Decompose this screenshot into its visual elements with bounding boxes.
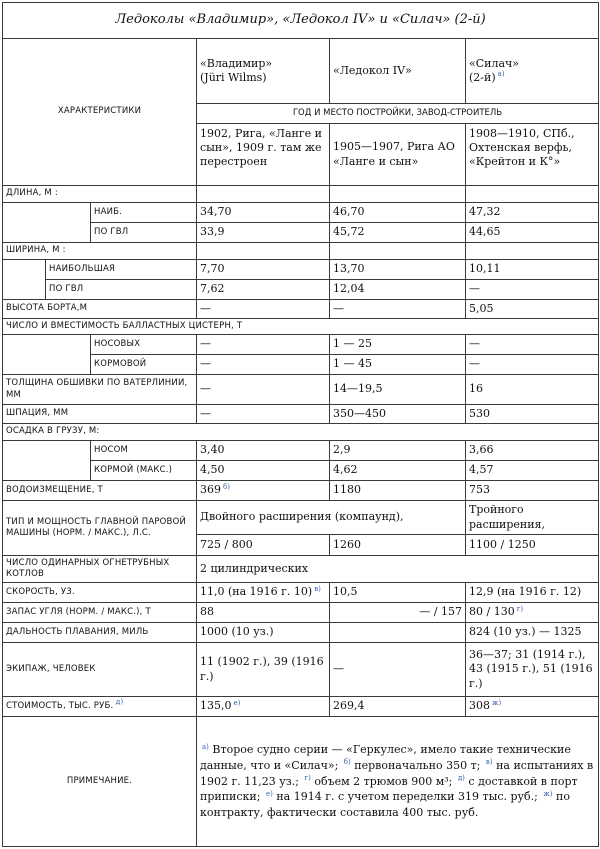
notes-label: ПРИМЕЧАНИЕ. — [3, 717, 197, 847]
beam-wl-silach: — — [466, 280, 599, 300]
beam-wl-vladimir: 7,62 — [197, 280, 330, 300]
ballast-stern-silach: — — [466, 355, 599, 375]
engine-type-row — [3, 501, 599, 535]
engine-type-b: Тройного расширения, — [466, 501, 599, 535]
characteristics-header: ХАРАКТЕРИСТИКИ — [3, 39, 197, 186]
plating-row — [3, 375, 599, 405]
length-max-vladimir: 34,70 — [197, 203, 330, 223]
draft-bow-ledokol-iv: 2,9 — [330, 441, 466, 461]
frame-label: ШПАЦИЯ, ММ — [3, 405, 197, 424]
ballast-bow-vladimir: — — [197, 335, 330, 355]
ballast-bow-ledokol-iv: 1 — 25 — [330, 335, 466, 355]
length-wl-ledokol-iv: 45,72 — [330, 223, 466, 243]
displacement-vladimir: 369 $^{б)}$ — [197, 481, 330, 501]
draft-row — [3, 424, 599, 441]
beam-max-ledokol-iv: 13,70 — [330, 260, 466, 280]
ballast-label: ЧИСЛО И ВМЕСТИМОСТЬ БАЛЛАСТНЫХ ЦИСТЕРН, Т — [3, 319, 599, 335]
length-wl-row — [3, 223, 599, 243]
speed-ledokol-iv: 10,5 — [330, 583, 466, 603]
footnote-marker-g: г) — [516, 604, 524, 613]
ship-name-silach: «Силач» (2-й) $^{а)}$ — [466, 39, 599, 104]
displacement-silach: 753 — [466, 481, 599, 501]
boilers-value: 2 цилиндрических — [197, 556, 599, 583]
crew-ledokol-iv: — — [330, 643, 466, 697]
note-a: Второе судно серии — «Геркулес», имело такие технические данные, что и «Силач»; — [200, 743, 571, 773]
footnote-marker-a: а) — [497, 70, 505, 79]
engine-power-silach: 1100 / 1250 — [466, 535, 599, 556]
length-wl-vladimir: 33,9 — [197, 223, 330, 243]
beam-max-label: НАИБОЛЬШАЯ — [46, 260, 197, 280]
built-vladimir: 1902, Рига, «Ланге и сын», 1909 г. там же перестроен — [197, 124, 330, 186]
depth-ledokol-iv: — — [330, 300, 466, 319]
ballast-bow-label: НОСОВЫХ — [91, 335, 197, 355]
length-max-ledokol-iv: 46,70 — [330, 203, 466, 223]
beam-label: ШИРИНА, М : — [3, 243, 197, 260]
beam-wl-ledokol-iv: 12,04 — [330, 280, 466, 300]
displacement-ledokol-iv: 1180 — [330, 481, 466, 501]
ship-name-vladimir: «Владимир» (Jüri Wilms) — [197, 39, 330, 104]
note-e: на 1914 г. с учетом переделки 319 тыс. руб.; — [276, 790, 538, 804]
engine-label: ТИП И МОЩНОСТЬ ГЛАВНОЙ ПАРОВОЙ МАШИНЫ (НОРМ. / МАКС.), Л.С. — [3, 501, 197, 556]
coal-ledokol-iv: — / 157 — [330, 603, 466, 623]
length-wl-label: ПО ГВЛ — [91, 223, 197, 243]
depth-vladimir: — — [197, 300, 330, 319]
displacement-label: ВОДОИЗМЕЩЕНИЕ, Т — [3, 481, 197, 501]
frame-ledokol-iv: 350—450 — [330, 405, 466, 424]
note-d: с доставкой в порт приписки; — [200, 774, 578, 804]
draft-bow-silach: 3,66 — [466, 441, 599, 461]
footnote-marker-b: б) — [223, 482, 230, 491]
speed-label: СКОРОСТЬ, УЗ. — [3, 583, 197, 603]
beam-wl-row — [3, 280, 599, 300]
built-label: ГОД И МЕСТО ПОСТРОЙКИ, ЗАВОД-СТРОИТЕЛЬ — [197, 104, 599, 124]
depth-label: ВЫСОТА БОРТА,М — [3, 300, 197, 319]
ballast-stern-label: КОРМОВОЙ — [91, 355, 197, 375]
table-title: Ледоколы «Владимир», «Ледокол IV» и «Силач» (2-й) — [3, 3, 599, 39]
draft-stern-vladimir: 4,50 — [197, 461, 330, 481]
engine-type-a: Двойного расширения (компаунд), — [197, 501, 466, 535]
notes-text: $^{а)}$ Второе судно серии — «Геркулес», имело такие технические данные, что и «Силач»; $^{б)}$ первоначально 350 т; $^{в)}$ на испытаниях в 1902 г. 11,23 уз.; $^{г)}$ объем 2 трюмов 900 м³; $^{д)}$ с доставкой в порт приписки; $^{е)}$ на 1914 г. с учетом переделки 319 тыс. руб.; $^{ж)}$ по контракту, фактически составила 400 тыс. руб. — [197, 717, 599, 847]
ballast-row — [3, 319, 599, 335]
range-ledokol-iv — [330, 623, 466, 643]
plating-label: ТОЛЩИНА ОБШИВКИ ПО ВАТЕРЛИНИИ, ММ — [3, 375, 197, 405]
length-row — [3, 186, 599, 203]
coal-label: ЗАПАС УГЛЯ (НОРМ. / МАКС.), Т — [3, 603, 197, 623]
depth-row — [3, 300, 599, 319]
draft-bow-row — [3, 441, 599, 461]
footnote-marker-e: е) — [233, 698, 241, 707]
length-label: ДЛИНА, М : — [3, 186, 197, 203]
built-silach: 1908—1910, СПб., Охтенская верфь, «Крейтон и К°» — [466, 124, 599, 186]
coal-row — [3, 603, 599, 623]
ballast-bow-row — [3, 335, 599, 355]
notes-row — [3, 717, 599, 847]
plating-vladimir: — — [197, 375, 330, 405]
range-silach: 824 (10 уз.) — 1325 — [466, 623, 599, 643]
crew-label: ЭКИПАЖ, ЧЕЛОВЕК — [3, 643, 197, 697]
footnote-marker-v: в) — [314, 584, 321, 593]
plating-silach: 16 — [466, 375, 599, 405]
note-g: объем 2 трюмов 900 м³; — [314, 774, 453, 788]
footnote-marker-zh: ж) — [492, 698, 502, 707]
range-row — [3, 623, 599, 643]
depth-silach: 5,05 — [466, 300, 599, 319]
range-label: ДАЛЬНОСТЬ ПЛАВАНИЯ, МИЛЬ — [3, 623, 197, 643]
crew-silach: 36—37; 31 (1914 г.), 43 (1915 г.), 51 (1916 г.) — [466, 643, 599, 697]
length-max-row — [3, 203, 599, 223]
frame-row — [3, 405, 599, 424]
note-b: первоначально 350 т; — [354, 759, 481, 773]
boilers-label: ЧИСЛО ОДИНАРНЫХ ОГНЕТРУБНЫХ КОТЛОВ — [3, 556, 197, 583]
note-v: на испытаниях в 1902 г. 11,23 уз.; — [200, 759, 594, 788]
footnote-marker-d-label: д) — [115, 698, 124, 707]
draft-stern-ledokol-iv: 4,62 — [330, 461, 466, 481]
specifications-table — [2, 2, 599, 847]
note-zh: по контракту, фактически составила 400 тыс. руб. — [200, 790, 570, 819]
draft-label: ОСАДКА В ГРУЗУ, М: — [3, 424, 599, 441]
plating-ledokol-iv: 14—19,5 — [330, 375, 466, 405]
beam-row — [3, 243, 599, 260]
draft-stern-silach: 4,57 — [466, 461, 599, 481]
draft-stern-label: КОРМОЙ (МАКС.) — [91, 461, 197, 481]
ship-names-row — [3, 39, 599, 104]
ballast-stern-vladimir: — — [197, 355, 330, 375]
beam-wl-label: ПО ГВЛ — [46, 280, 197, 300]
crew-row — [3, 643, 599, 697]
ship-name-ledokol-iv: «Ледокол IV» — [330, 39, 466, 104]
speed-row — [3, 583, 599, 603]
engine-power-vladimir: 725 / 800 — [197, 535, 330, 556]
beam-max-row — [3, 260, 599, 280]
cost-silach: 308 $^{ж)}$ — [466, 697, 599, 717]
beam-max-silach: 10,11 — [466, 260, 599, 280]
length-wl-silach: 44,65 — [466, 223, 599, 243]
cost-ledokol-iv: 269,4 — [330, 697, 466, 717]
frame-vladimir: — — [197, 405, 330, 424]
speed-vladimir: 11,0 (на 1916 г. 10) $^{в)}$ — [197, 583, 330, 603]
length-max-label: НАИБ. — [91, 203, 197, 223]
boilers-row — [3, 556, 599, 583]
frame-silach: 530 — [466, 405, 599, 424]
draft-stern-row — [3, 461, 599, 481]
ballast-bow-silach: — — [466, 335, 599, 355]
speed-silach: 12,9 (на 1916 г. 12) — [466, 583, 599, 603]
ballast-stern-ledokol-iv: 1 — 45 — [330, 355, 466, 375]
ballast-stern-row — [3, 355, 599, 375]
coal-vladimir: 88 — [197, 603, 330, 623]
cost-vladimir: 135,0 $^{е)}$ — [197, 697, 330, 717]
beam-max-vladimir: 7,70 — [197, 260, 330, 280]
range-vladimir: 1000 (10 уз.) — [197, 623, 330, 643]
cost-row — [3, 697, 599, 717]
engine-power-ledokol-iv: 1260 — [330, 535, 466, 556]
draft-bow-label: НОСОМ — [91, 441, 197, 461]
coal-silach: 80 / 130 $^{г)}$ — [466, 603, 599, 623]
cost-label: СТОИМОСТЬ, ТЫС. РУБ. $^{д)}$ — [3, 697, 197, 717]
title-row — [3, 3, 599, 39]
built-ledokol-iv: 1905—1907, Рига АО «Ланге и сын» — [330, 124, 466, 186]
draft-bow-vladimir: 3,40 — [197, 441, 330, 461]
crew-vladimir: 11 (1902 г.), 39 (1916 г.) — [197, 643, 330, 697]
displacement-row — [3, 481, 599, 501]
length-max-silach: 47,32 — [466, 203, 599, 223]
